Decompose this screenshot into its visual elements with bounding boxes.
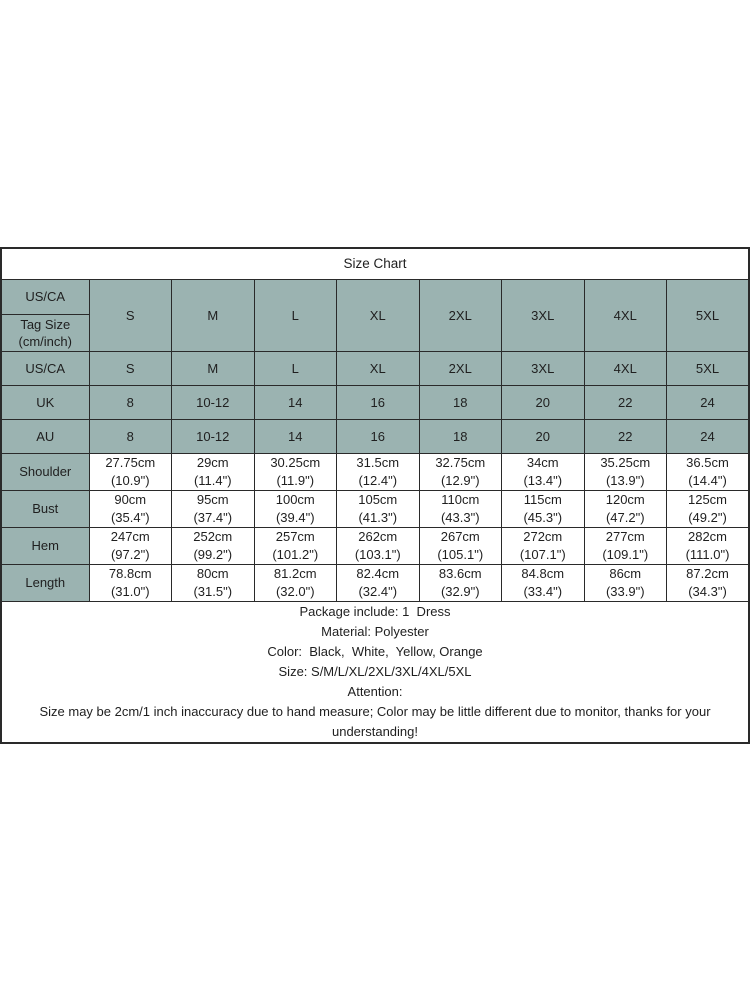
value-inch: (14.4") (688, 472, 727, 488)
tag-size-label: Tag Size (20, 316, 71, 332)
value-inch: (97.2") (110, 546, 150, 562)
measurement-cell (667, 564, 750, 601)
value-cm: 272cm (523, 528, 563, 544)
note-line: Size may be 2cm/1 inch inaccuracy due to hand measure; Color may be little different due to monitor, thanks for your understanding! (39, 703, 715, 739)
size-value-cell: 18 (419, 419, 502, 453)
product-notes (2, 602, 748, 742)
measurement-cell (337, 527, 420, 564)
measurement-cell (419, 527, 502, 564)
size-value-cell: 22 (584, 419, 667, 453)
row-label-us-ca: US/CA (1, 351, 89, 385)
size-column-header-2xl: 2XL (419, 279, 502, 351)
value-cm: 277cm (605, 528, 645, 544)
value-inch: (37.4") (193, 509, 233, 525)
value-inch: (103.1") (354, 546, 401, 562)
table-row (1, 385, 749, 419)
value-inch: (33.4") (523, 583, 563, 599)
measurement-cell (254, 564, 337, 601)
measurement-cell (502, 453, 585, 490)
size-value-cell: 24 (667, 385, 750, 419)
size-value-cell: 20 (502, 419, 585, 453)
corner-cell-tag-size (1, 314, 89, 351)
value-inch: (34.3") (688, 583, 727, 599)
table-row (1, 453, 749, 490)
size-chart-table (0, 247, 750, 744)
measurement-cell (172, 453, 255, 490)
row-label-length: Length (1, 564, 89, 601)
size-value-cell: 16 (337, 385, 420, 419)
size-value-cell: 14 (254, 419, 337, 453)
size-value-cell: XL (337, 351, 420, 385)
value-cm: 86cm (609, 565, 642, 581)
value-inch: (39.4") (275, 509, 315, 525)
value-inch: (10.9") (110, 472, 150, 488)
table-row (1, 490, 749, 527)
measurement-cell (89, 490, 172, 527)
row-label-shoulder: Shoulder (1, 453, 89, 490)
value-cm: 27.75cm (105, 454, 156, 470)
value-cm: 247cm (110, 528, 150, 544)
measurement-cell (502, 527, 585, 564)
measurement-cell (89, 453, 172, 490)
value-inch: (32.4") (358, 583, 398, 599)
value-cm: 32.75cm (435, 454, 486, 470)
size-value-cell: 24 (667, 419, 750, 453)
header-row-top (1, 279, 749, 314)
value-cm: 31.5cm (356, 454, 400, 470)
size-column-header-l: L (254, 279, 337, 351)
value-cm: 105cm (358, 491, 398, 507)
row-label-hem: Hem (1, 527, 89, 564)
value-cm: 35.25cm (600, 454, 651, 470)
value-inch: (12.4") (358, 472, 398, 488)
size-column-header-m: M (172, 279, 255, 351)
value-inch: (105.1") (437, 546, 484, 562)
row-label-uk: UK (1, 385, 89, 419)
size-value-cell: 16 (337, 419, 420, 453)
size-value-cell: M (172, 351, 255, 385)
value-cm: 115cm (523, 491, 562, 507)
note-line: Material: Polyester (321, 623, 429, 639)
value-cm: 34cm (526, 454, 559, 470)
value-cm: 87.2cm (686, 565, 729, 581)
measurement-cell (584, 564, 667, 601)
value-cm: 80cm (196, 565, 229, 581)
value-inch: (99.2") (193, 546, 233, 562)
measurement-cell (419, 490, 502, 527)
value-cm: 30.25cm (270, 454, 321, 470)
size-column-header-5xl: 5XL (667, 279, 750, 351)
table-title: Size Chart (1, 248, 749, 279)
measurement-cell (584, 527, 667, 564)
measurement-cell (89, 527, 172, 564)
value-cm: 100cm (275, 491, 315, 507)
corner-cell-us-ca: US/CA (1, 279, 89, 314)
size-column-header-xl: XL (337, 279, 420, 351)
size-value-cell: 22 (584, 385, 667, 419)
value-inch: (43.3") (440, 509, 480, 525)
value-inch: (47.2") (605, 509, 645, 525)
measurement-cell (337, 453, 420, 490)
size-value-cell: 4XL (584, 351, 667, 385)
value-inch: (11.9") (276, 472, 315, 488)
measurement-cell (254, 527, 337, 564)
measurement-cell (337, 564, 420, 601)
value-inch: (32.0") (275, 583, 315, 599)
value-inch: (111.0") (685, 546, 730, 562)
size-value-cell: S (89, 351, 172, 385)
size-value-cell: 20 (502, 385, 585, 419)
value-inch: (45.3") (523, 509, 563, 525)
value-inch: (35.4") (110, 509, 150, 525)
value-inch: (32.9") (440, 583, 480, 599)
value-cm: 84.8cm (521, 565, 565, 581)
measurement-cell (584, 453, 667, 490)
value-inch: (49.2") (688, 509, 727, 525)
value-cm: 257cm (275, 528, 315, 544)
note-line: Attention: (347, 683, 403, 699)
value-cm: 110cm (441, 491, 480, 507)
value-cm: 262cm (358, 528, 398, 544)
measurement-cell (419, 453, 502, 490)
value-cm: 90cm (114, 491, 147, 507)
value-inch: (41.3") (358, 509, 398, 525)
value-inch: (107.1") (519, 546, 566, 562)
row-label-au: AU (1, 419, 89, 453)
size-value-cell: 3XL (502, 351, 585, 385)
measurement-cell (502, 564, 585, 601)
value-cm: 120cm (605, 491, 645, 507)
value-cm: 82.4cm (356, 565, 400, 581)
value-inch: (31.5") (193, 583, 233, 599)
notes-row (1, 601, 749, 743)
size-value-cell: L (254, 351, 337, 385)
size-column-header-4xl: 4XL (584, 279, 667, 351)
value-inch: (101.2") (272, 546, 319, 562)
value-inch: (12.9") (440, 472, 480, 488)
tag-size-unit-label: (cm/inch) (18, 333, 72, 349)
size-column-header-s: S (89, 279, 172, 351)
size-value-cell: 2XL (419, 351, 502, 385)
note-line: Size: S/M/L/XL/2XL/3XL/4XL/5XL (278, 663, 472, 679)
table-row (1, 564, 749, 601)
measurement-cell (667, 527, 750, 564)
value-cm: 36.5cm (686, 454, 729, 470)
value-cm: 267cm (440, 528, 480, 544)
measurement-cell (419, 564, 502, 601)
note-line: Package include: 1 Dress (299, 603, 451, 619)
measurement-cell (502, 490, 585, 527)
measurement-cell (172, 564, 255, 601)
measurement-cell (667, 453, 750, 490)
size-value-cell: 18 (419, 385, 502, 419)
measurement-cell (337, 490, 420, 527)
size-value-cell: 5XL (667, 351, 750, 385)
value-cm: 81.2cm (273, 565, 317, 581)
measurement-cell (172, 490, 255, 527)
measurement-cell (584, 490, 667, 527)
size-column-header-3xl: 3XL (502, 279, 585, 351)
note-line: Color: Black, White, Yellow, Orange (267, 643, 483, 659)
measurement-cell (254, 490, 337, 527)
value-inch: (31.0") (110, 583, 150, 599)
measurement-cell (254, 453, 337, 490)
size-value-cell: 14 (254, 385, 337, 419)
value-cm: 78.8cm (108, 565, 152, 581)
value-cm: 95cm (196, 491, 229, 507)
table-row (1, 419, 749, 453)
value-inch: (11.4") (193, 472, 232, 488)
title-row (1, 248, 749, 279)
value-cm: 252cm (193, 528, 233, 544)
value-cm: 83.6cm (438, 565, 482, 581)
size-value-cell: 8 (89, 419, 172, 453)
size-value-cell: 10-12 (172, 419, 255, 453)
value-inch: (109.1") (602, 546, 649, 562)
value-inch: (33.9") (605, 583, 645, 599)
size-value-cell: 8 (89, 385, 172, 419)
measurement-cell (89, 564, 172, 601)
measurement-cell (172, 527, 255, 564)
measurement-cell (667, 490, 750, 527)
value-cm: 125cm (687, 491, 728, 507)
row-label-bust: Bust (1, 490, 89, 527)
table-row (1, 527, 749, 564)
value-inch: (13.4") (523, 472, 563, 488)
size-value-cell: 10-12 (172, 385, 255, 419)
value-inch: (13.9") (605, 472, 645, 488)
value-cm: 29cm (196, 454, 229, 470)
table-row (1, 351, 749, 385)
value-cm: 282cm (687, 528, 728, 544)
